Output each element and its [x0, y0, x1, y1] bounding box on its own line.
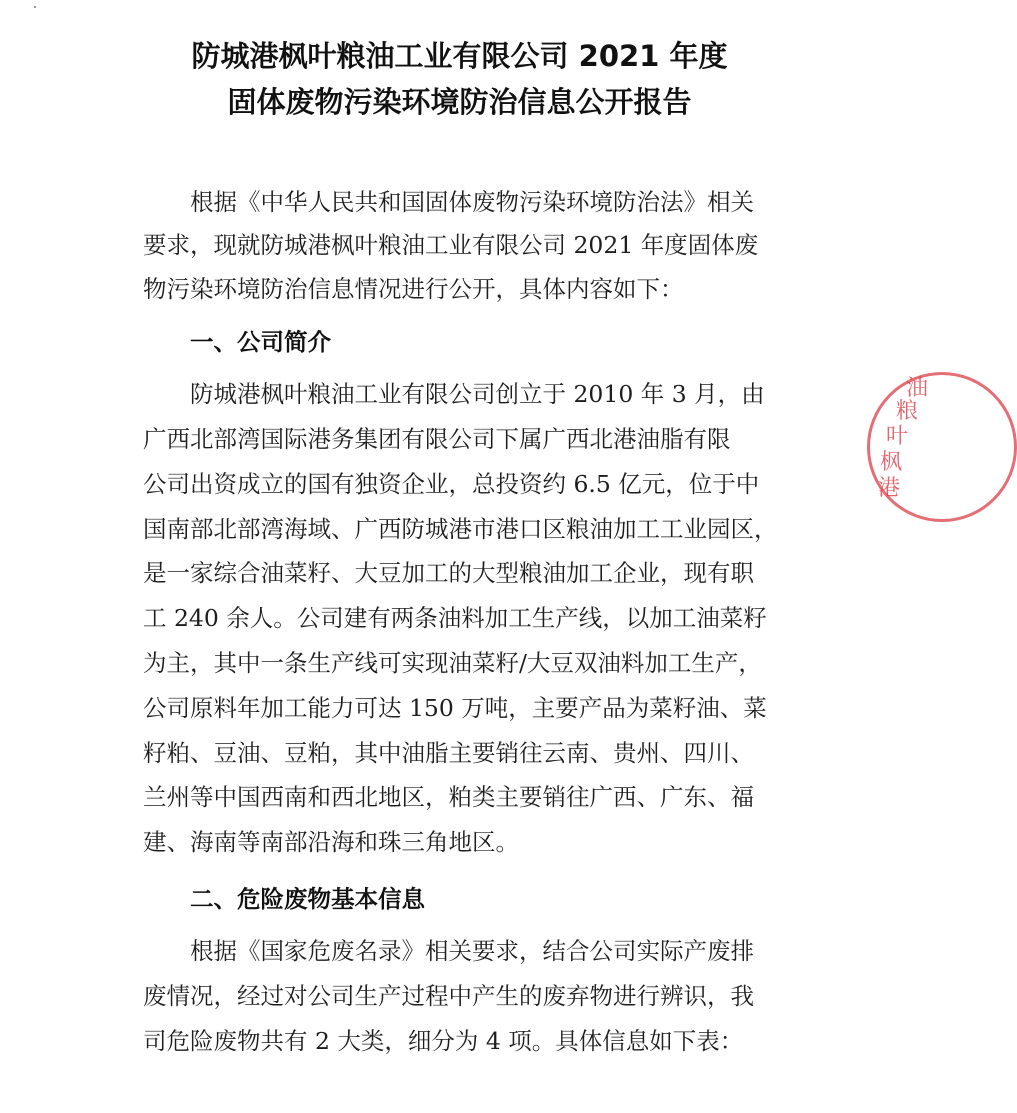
- paragraph-line: 根据《中华人民共和国固体废物污染环境防治法》相关: [143, 188, 754, 216]
- seal-char: 叶: [886, 424, 909, 449]
- paragraph-line: 废情况，经过对公司生产过程中产生的废弃物进行辨识，我: [143, 982, 754, 1010]
- seal-char: 枫: [880, 450, 903, 475]
- document-title-line-1: 防城港枫叶粮油工业有限公司 2021 年度: [191, 39, 728, 73]
- paragraph-line: 是一家综合油菜籽、大豆加工的大型粮油加工企业，现有职: [143, 559, 754, 587]
- paragraph-line: 司危险废物共有 2 大类，细分为 4 项。具体信息如下表：: [143, 1027, 744, 1055]
- seal-char: 港: [878, 476, 901, 501]
- paragraph-line: 工 240 余人。公司建有两条油料加工生产线，以加工油菜籽: [143, 604, 767, 632]
- scan-dot: [34, 6, 36, 8]
- paragraph-line: 防城港枫叶粮油工业有限公司创立于 2010 年 3 月，由: [143, 380, 765, 408]
- paragraph-line: 要求，现就防城港枫叶粮油工业有限公司 2021 年度固体废: [143, 231, 759, 259]
- seal-char: 油: [906, 376, 929, 401]
- paragraph-line: 物污染环境防治信息情况进行公开，具体内容如下：: [143, 275, 684, 303]
- paragraph-line: 公司出资成立的国有独资企业，总投资约 6.5 亿元，位于中: [143, 470, 760, 498]
- paragraph-line: 为主，其中一条生产线可实现油菜籽/大豆双油料加工生产，: [143, 649, 762, 677]
- paragraph-line: 兰州等中国西南和西北地区，粕类主要销往广西、广东、福: [143, 783, 754, 811]
- paragraph-line: 籽粕、豆油、豆粕，其中油脂主要销往云南、贵州、四川、: [143, 739, 754, 767]
- paragraph-line: 根据《国家危废名录》相关要求，结合公司实际产废排: [143, 937, 754, 965]
- paragraph-line: 广西北部湾国际港务集团有限公司下属广西北港油脂有限: [143, 425, 731, 453]
- paragraph-line: 国南部北部湾海域、广西防城港市港口区粮油加工工业园区，: [143, 515, 778, 543]
- section-heading-company-profile: 一、公司简介: [143, 328, 331, 356]
- document-title-line-2: 固体废物污染环境防治信息公开报告: [227, 85, 692, 119]
- seal-char: 粮: [896, 399, 919, 424]
- paragraph-line: 建、海南等南部沿海和珠三角地区。: [143, 828, 519, 856]
- section-heading-hazardous-waste: 二、危险废物基本信息: [143, 885, 425, 913]
- paragraph-line: 公司原料年加工能力可达 150 万吨，主要产品为菜籽油、菜: [143, 694, 767, 722]
